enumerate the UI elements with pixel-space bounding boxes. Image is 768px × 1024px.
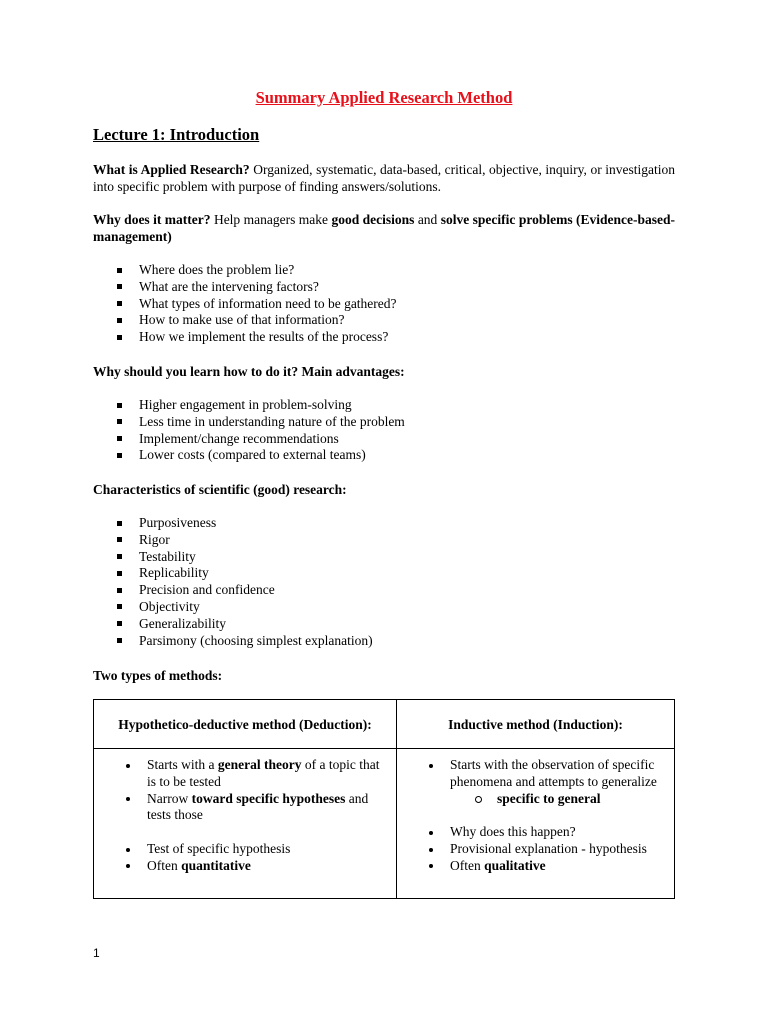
list-item <box>0 532 373 549</box>
list-item-text: Replicability <box>139 565 209 581</box>
item-text: Test of specific hypothesis <box>147 841 291 857</box>
square-bullet-icon <box>117 436 122 441</box>
deduction-header: Hypothetico-deductive method (Deduction): <box>94 700 397 749</box>
list-item <box>397 841 674 858</box>
list-item <box>397 824 674 841</box>
item-bold: specific to general <box>497 790 601 806</box>
lecture-heading: Lecture 1: Introduction <box>93 125 260 144</box>
list-item <box>0 431 405 448</box>
deduction-cell <box>94 749 397 899</box>
square-bullet-icon <box>117 537 122 542</box>
list-item-text: What are the intervening factors? <box>139 278 319 294</box>
list-item-text: How we implement the results of the process? <box>139 329 389 345</box>
item-text: of a topic that is to be tested <box>147 757 380 789</box>
what-is-text: Organized, systematic, data-based, critical, objective, inquiry, or investigation into specific problem with purpose of finding answers/solutions. <box>93 162 675 194</box>
why-matter-bold-2: solve specific problems (Evidence-based-management) <box>93 212 676 244</box>
square-bullet-icon <box>117 268 122 273</box>
item-bold: quantitative <box>181 857 251 873</box>
list-item-text: Lower costs (compared to external teams) <box>139 447 366 463</box>
why-matter-text-1: Help managers make <box>210 212 332 227</box>
list-item-text: Generalizability <box>139 615 226 631</box>
item-bold: qualitative <box>484 857 546 873</box>
bullet-icon <box>126 797 130 801</box>
square-bullet-icon <box>117 571 122 576</box>
square-bullet-icon <box>117 554 122 559</box>
square-bullet-icon <box>117 318 122 323</box>
circle-bullet-icon <box>475 796 482 803</box>
item-text: Often <box>147 857 182 873</box>
list-item <box>0 565 373 582</box>
page-title: Summary Applied Research Method <box>255 88 513 107</box>
list-item-text: How to make use of that information? <box>139 312 345 328</box>
list-item-text: Less time in understanding nature of the problem <box>139 413 405 429</box>
list-item-text: Rigor <box>139 531 170 547</box>
list-item-text: Parsimony (choosing simplest explanation) <box>139 632 373 648</box>
square-bullet-icon <box>117 453 122 458</box>
square-bullet-icon <box>117 604 122 609</box>
square-bullet-icon <box>117 621 122 626</box>
list-item <box>0 549 373 566</box>
list-item <box>0 447 405 464</box>
list-item <box>94 791 396 825</box>
two-types-heading: Two types of methods: <box>93 668 223 683</box>
sub-list-item <box>397 791 674 808</box>
square-bullet-icon <box>117 301 122 306</box>
list-item <box>397 757 674 791</box>
square-bullet-icon <box>117 521 122 526</box>
square-bullet-icon <box>117 284 122 289</box>
item-text: Provisional explanation - hypothesis <box>450 841 647 857</box>
list-item <box>0 599 373 616</box>
list-item-text: Higher engagement in problem-solving <box>139 397 352 412</box>
characteristics-heading: Characteristics of scientific (good) research: <box>93 482 347 497</box>
list-item-text: Implement/change recommendations <box>139 430 339 446</box>
list-item-text: What types of information need to be gathered? <box>139 295 397 311</box>
what-is-paragraph <box>93 161 675 195</box>
list-item <box>0 515 373 532</box>
bullet-icon <box>429 864 433 868</box>
why-matter-label: Why does it matter? <box>93 212 211 227</box>
item-bold: general theory <box>217 757 302 772</box>
item-bold: toward specific hypotheses <box>191 790 346 806</box>
list-item-text: Purposiveness <box>139 515 217 530</box>
list-item-text: Where does the problem lie? <box>139 262 295 277</box>
square-bullet-icon <box>117 638 122 643</box>
list-item-text: Precision and confidence <box>139 582 275 598</box>
bullet-icon <box>126 764 130 768</box>
why-learn-heading: Why should you learn how to do it? Main advantages: <box>93 364 405 379</box>
list-item <box>94 858 396 875</box>
list-item <box>94 757 396 791</box>
square-bullet-icon <box>117 588 122 593</box>
characteristics-list <box>0 515 373 649</box>
list-item <box>0 633 373 650</box>
list-item <box>397 858 674 875</box>
what-is-label: What is Applied Research? <box>93 162 250 177</box>
square-bullet-icon <box>117 403 122 408</box>
bullet-icon <box>126 848 130 852</box>
list-item <box>0 279 397 296</box>
why-matter-text-2: and <box>414 212 441 227</box>
list-item <box>94 841 396 858</box>
methods-table <box>93 699 675 899</box>
item-text: Why does this happen? <box>450 824 576 840</box>
list-item <box>0 414 405 431</box>
list-item-text: Objectivity <box>139 598 200 614</box>
item-text: Often <box>450 857 485 873</box>
bullet-icon <box>126 864 130 868</box>
page-number: 1 <box>93 946 100 960</box>
list-item <box>0 397 405 414</box>
item-text: Starts with a <box>147 757 218 772</box>
square-bullet-icon <box>117 335 122 340</box>
item-text: and tests those <box>147 790 369 823</box>
list-item <box>0 582 373 599</box>
matter-list <box>0 262 397 346</box>
why-matter-bold-1: good decisions <box>331 212 415 227</box>
bullet-icon <box>429 764 433 768</box>
induction-cell <box>397 749 675 899</box>
list-item <box>0 262 397 279</box>
list-item <box>0 329 397 346</box>
bullet-icon <box>429 848 433 852</box>
list-item <box>0 296 397 313</box>
list-item <box>0 312 397 329</box>
bullet-icon <box>429 831 433 835</box>
square-bullet-icon <box>117 419 122 424</box>
list-item-text: Testability <box>139 548 196 564</box>
list-item <box>0 616 373 633</box>
item-text: Narrow <box>147 790 192 806</box>
learn-list <box>0 397 405 464</box>
item-text: Starts with the observation of specific phenomena and attempts to generalize <box>450 757 657 789</box>
induction-header: Inductive method (Induction): <box>397 700 675 749</box>
why-matter-paragraph <box>93 211 675 245</box>
